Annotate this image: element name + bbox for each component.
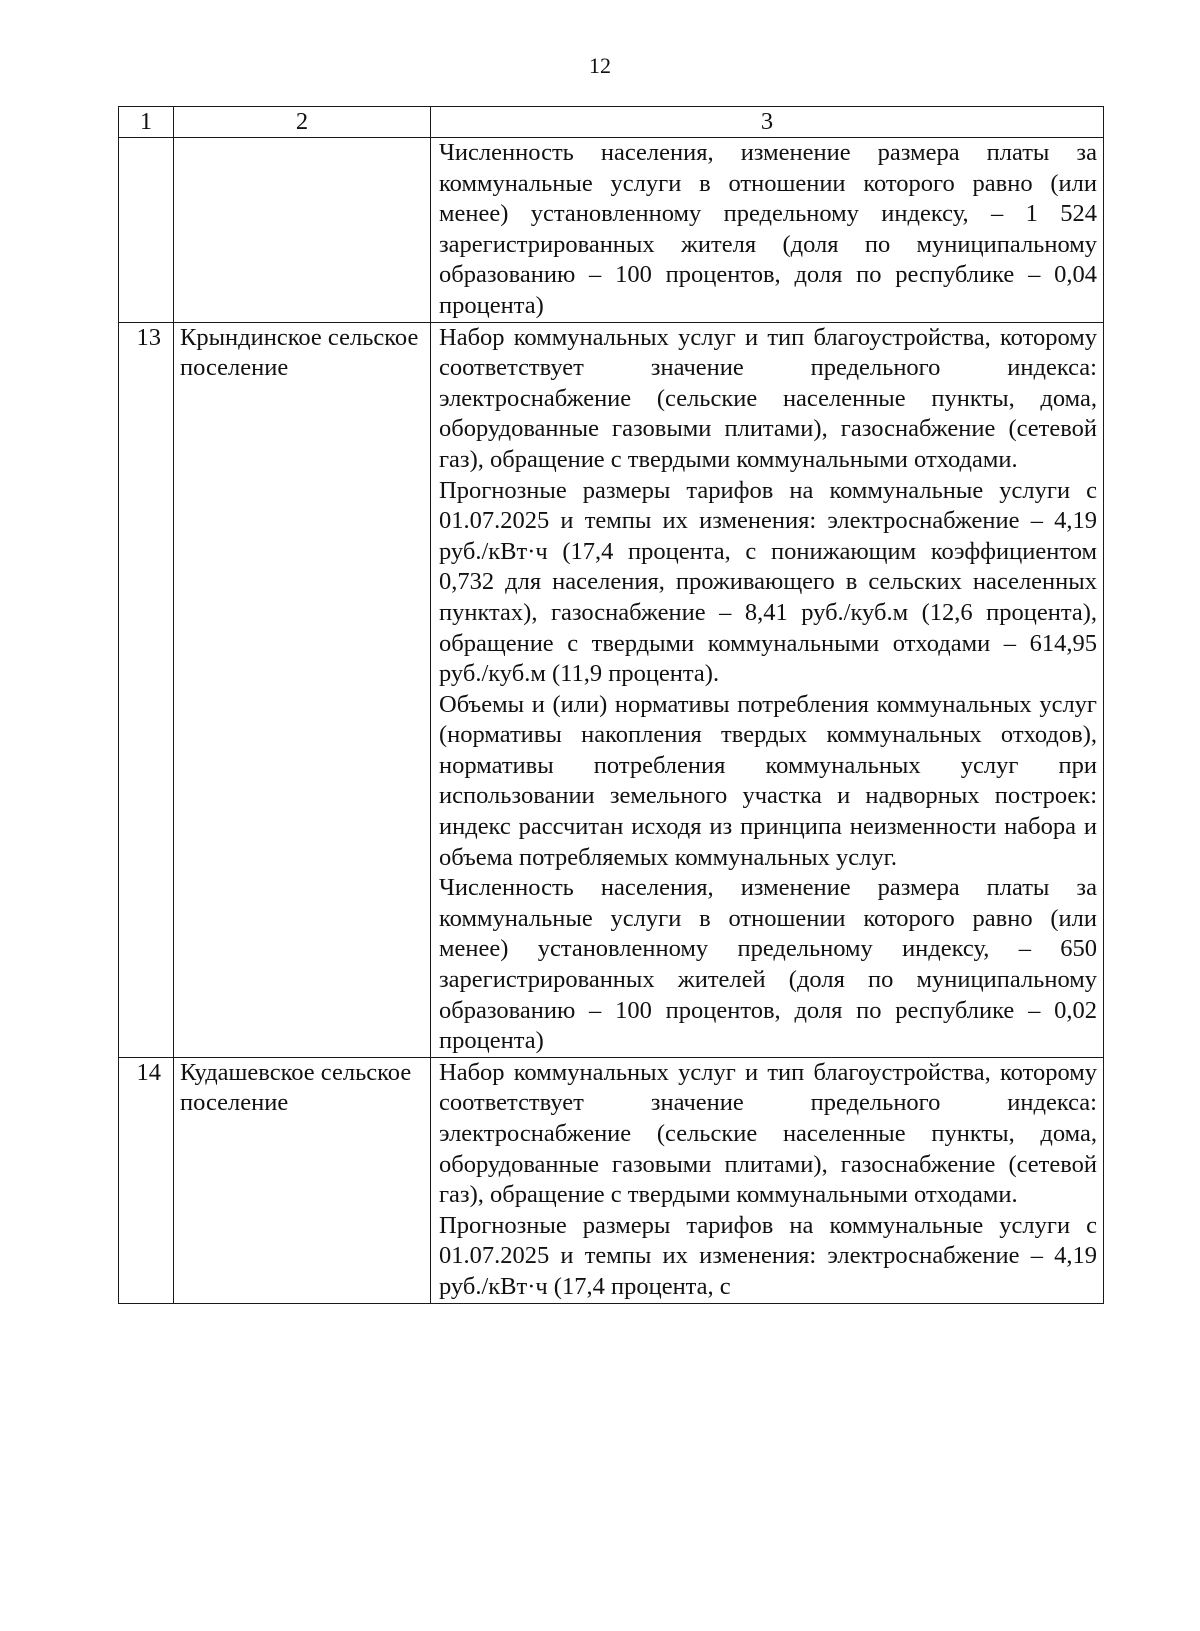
row-description — [431, 1057, 1104, 1303]
header-col-3: 3 — [431, 107, 1104, 138]
row-description — [431, 322, 1104, 1057]
description-paragraph: Набор коммунальных услуг и тип благоустройства, которому соответствует значение предельного индекса: электроснабжение (сельские населенные пункты, дома, оборудованные газовыми плитами), газоснабжение (сетевой газ), обращение с твердыми коммунальными отходами. — [439, 323, 1097, 473]
description-paragraph: Численность населения, изменение размера платы за коммунальные услуги в отношении которого равно (или менее) установленному предельному индексу, – 650 зарегистрированных жителей (доля по муниципальному образованию – 100 процентов, доля по республике – 0,02 процента) — [439, 874, 1097, 1055]
header-col-2: 2 — [174, 107, 431, 138]
page-number: 12 — [589, 53, 611, 78]
row-number: 14 — [119, 1057, 174, 1303]
description-paragraph: Прогнозные размеры тарифов на коммунальные услуги с 01.07.2025 и темпы их изменения: электроснабжение – 4,19 руб./кВт·ч (17,4 процента, с — [439, 1211, 1097, 1300]
table-row — [119, 138, 1104, 323]
row-number: 13 — [119, 322, 174, 1057]
settlement-name: Крындинское сельское поселение — [174, 322, 431, 1057]
settlement-name — [174, 138, 431, 323]
table-row — [119, 322, 1104, 1057]
services-table — [118, 106, 1104, 1304]
header-col-1: 1 — [119, 107, 174, 138]
table-row — [119, 1057, 1104, 1303]
description-paragraph: Объемы и (или) нормативы потребления коммунальных услуг (нормативы накопления твердых коммунальных отходов), нормативы потребления коммунальных услуг при использовании земельного участка и надворных построек: индекс рассчитан исходя из принципа неизменности набора и объема потребляемых коммунальных услуг. — [439, 690, 1097, 871]
table-header-row — [119, 107, 1104, 138]
description-paragraph: Набор коммунальных услуг и тип благоустройства, которому соответствует значение предельного индекса: электроснабжение (сельские населенные пункты, дома, оборудованные газовыми плитами), газоснабжение (сетевой газ), обращение с твердыми коммунальными отходами. — [439, 1058, 1097, 1209]
row-number — [119, 138, 174, 323]
description-paragraph: Прогнозные размеры тарифов на коммунальные услуги с 01.07.2025 и темпы их изменения: электроснабжение – 4,19 руб./кВт·ч (17,4 процента, с понижающим коэффициентом 0,732 для населения, проживающего в сельских населенных пунктах), газоснабжение – 8,41 руб./куб.м (12,6 процента), обращение с твердыми коммунальными отходами – 614,95 руб./куб.м (11,9 процента). — [439, 476, 1097, 688]
settlement-name: Кудашевское сельское поселение — [174, 1057, 431, 1303]
description-paragraph: Численность населения, изменение размера платы за коммунальные услуги в отношении которого равно (или менее) установленному предельному индексу, – 1 524 зарегистрированных жителя (доля по муниципальному образованию – 100 процентов, доля по республике – 0,04 процента) — [439, 139, 1097, 319]
row-description — [431, 138, 1104, 323]
